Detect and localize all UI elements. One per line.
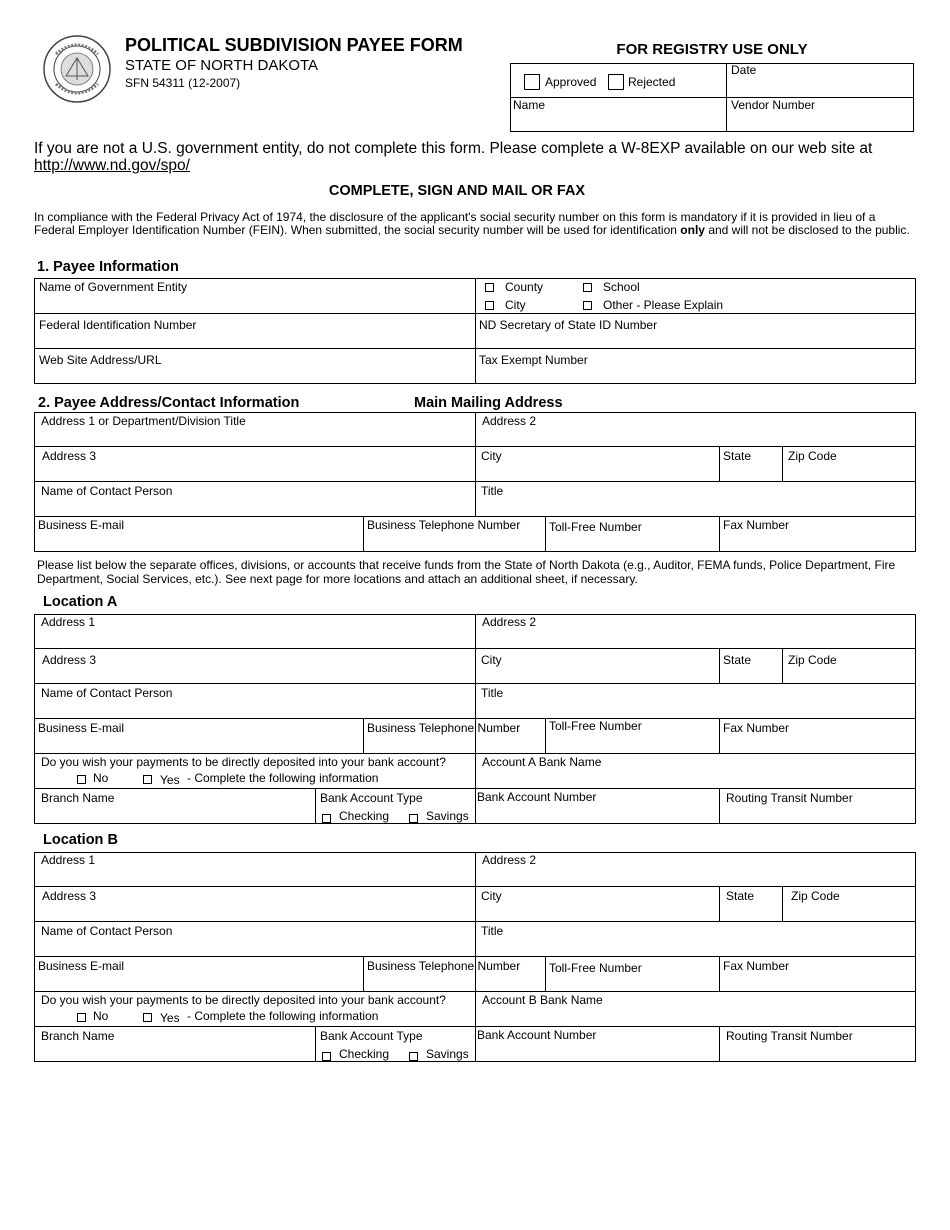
section2-divider-v-fax xyxy=(719,516,720,552)
location-a-savings-label: Savings xyxy=(426,809,469,823)
main-email-field[interactable]: Business E-mail xyxy=(38,518,125,532)
privacy-notice xyxy=(34,211,916,237)
location-a-heading: Location A xyxy=(43,594,118,610)
location-a-address2-field[interactable]: Address 2 xyxy=(482,615,537,629)
location-b-heading: Location B xyxy=(43,832,118,848)
locations-note: Please list below the separate offices, divisions, or accounts that receive funds from the State of North Dakota (e.g., Auditor, FEMA funds, Police Department, Fire Department, Social Services, etc.). See next page for more locations and attach an additional sheet, if necessary. xyxy=(37,558,896,586)
location-b-yes-label: Yes xyxy=(160,1011,180,1025)
location-a-phone-field[interactable]: Business Telephone Number xyxy=(367,721,521,735)
location-a-savings-checkbox[interactable] xyxy=(409,810,418,828)
north-dakota-great-seal-icon xyxy=(42,34,112,104)
location-b-deposit-question: Do you wish your payments to be directly deposited into your bank account? xyxy=(41,993,446,1007)
location-a-address1-field[interactable]: Address 1 xyxy=(41,615,96,629)
location-a-yes-note: - Complete the following information xyxy=(187,771,379,785)
main-fax-field[interactable]: Fax Number xyxy=(723,518,790,532)
location-a-routing-field[interactable]: Routing Transit Number xyxy=(726,791,853,805)
location-b-state-field[interactable]: State xyxy=(726,889,755,903)
main-address3-field[interactable]: Address 3 xyxy=(42,449,97,463)
location-b-divider-v-routing xyxy=(719,1026,720,1062)
main-city-field[interactable]: City xyxy=(481,449,502,463)
location-b-savings-label: Savings xyxy=(426,1047,469,1061)
intro-text: If you are not a U.S. government entity, do not complete this form. Please complete a W-8EXP available on our web site at xyxy=(34,140,873,157)
location-a-divider-v-routing xyxy=(719,788,720,824)
section2-divider-v-tollfree xyxy=(545,516,546,552)
location-b-no-checkbox[interactable] xyxy=(77,1009,86,1027)
registry-name-label: Name xyxy=(513,98,546,112)
school-label: School xyxy=(603,280,640,294)
tax-exempt-field[interactable]: Tax Exempt Number xyxy=(479,353,588,367)
form-number: SFN 54311 (12-2007) xyxy=(125,76,241,90)
section1-divider-v xyxy=(475,278,476,384)
location-a-divider-v-tollfree xyxy=(545,718,546,753)
registry-divider-h xyxy=(510,97,914,98)
location-a-yes-label: Yes xyxy=(160,773,180,787)
sos-id-field[interactable]: ND Secretary of State ID Number xyxy=(479,318,658,332)
location-a-checking-checkbox[interactable] xyxy=(322,810,331,828)
section1-divider-h1 xyxy=(34,313,916,314)
location-a-bank-name-field[interactable]: Account A Bank Name xyxy=(482,755,602,769)
main-zip-field[interactable]: Zip Code xyxy=(788,449,837,463)
location-b-routing-field[interactable]: Routing Transit Number xyxy=(726,1029,853,1043)
location-a-state-field[interactable]: State xyxy=(723,653,752,667)
section2-divider-h3 xyxy=(34,516,916,517)
location-a-divider-v-accounttype xyxy=(315,788,316,824)
location-b-account-type-label: Bank Account Type xyxy=(320,1029,423,1043)
location-b-divider-v-main xyxy=(475,852,476,1062)
city-checkbox[interactable] xyxy=(485,297,494,315)
location-b-address3-field[interactable]: Address 3 xyxy=(42,889,97,903)
main-state-field[interactable]: State xyxy=(723,449,752,463)
location-b-divider-v-tollfree xyxy=(545,956,546,991)
location-a-yes-checkbox[interactable] xyxy=(143,771,152,789)
location-b-title-field[interactable]: Title xyxy=(481,924,504,938)
location-a-tollfree-field[interactable]: Toll-Free Number xyxy=(549,719,642,733)
main-tollfree-field[interactable]: Toll-Free Number xyxy=(549,520,642,534)
location-b-contact-field[interactable]: Name of Contact Person xyxy=(41,924,173,938)
approved-label: Approved xyxy=(545,75,597,89)
main-phone-field[interactable]: Business Telephone Number xyxy=(367,518,521,532)
location-a-divider-v-phone xyxy=(363,718,364,753)
form-subtitle: STATE OF NORTH DAKOTA xyxy=(125,57,319,74)
rejected-checkbox[interactable] xyxy=(608,73,624,91)
location-a-divider-v-zip xyxy=(782,648,783,683)
registry-vendor-number-label: Vendor Number xyxy=(731,98,816,112)
section2-divider-v-phone xyxy=(363,516,364,552)
location-a-checking-label: Checking xyxy=(339,809,390,823)
privacy-text-end: and will not be disclosed to the public. xyxy=(708,223,910,237)
location-a-city-field[interactable]: City xyxy=(481,653,502,667)
main-contact-field[interactable]: Name of Contact Person xyxy=(41,484,173,498)
other-label: Other - Please Explain xyxy=(603,298,724,312)
location-a-zip-field[interactable]: Zip Code xyxy=(788,653,837,667)
location-a-divider-v-state xyxy=(719,648,720,683)
registry-title: FOR REGISTRY USE ONLY xyxy=(616,41,808,58)
location-b-phone-field[interactable]: Business Telephone Number xyxy=(367,959,521,973)
location-b-bank-name-field[interactable]: Account B Bank Name xyxy=(482,993,603,1007)
location-b-divider-v-phone xyxy=(363,956,364,991)
main-address1-field[interactable]: Address 1 or Department/Division Title xyxy=(41,414,246,428)
main-address2-field[interactable]: Address 2 xyxy=(482,414,537,428)
website-field[interactable]: Web Site Address/URL xyxy=(39,353,162,367)
location-a-account-type-label: Bank Account Type xyxy=(320,791,423,805)
location-b-checking-checkbox[interactable] xyxy=(322,1048,331,1066)
location-b-divider-v-accounttype xyxy=(315,1026,316,1062)
location-a-deposit-question: Do you wish your payments to be directly deposited into your bank account? xyxy=(41,755,446,769)
location-b-address2-field[interactable]: Address 2 xyxy=(482,853,537,867)
county-checkbox[interactable] xyxy=(485,279,494,297)
section2-divider-v-zip xyxy=(782,446,783,481)
privacy-text: In compliance with the Federal Privacy Act of 1974, the disclosure of the applicant's social security number on this form is mandatory if it is provided in lieu of a Federal Employer Identification Number (FEIN). When submitted, the social security number will be used for identification xyxy=(34,210,876,237)
section1-heading: 1. Payee Information xyxy=(37,259,179,275)
location-a-divider-v-main xyxy=(475,614,476,824)
location-a-no-label: No xyxy=(93,771,109,785)
location-b-fax-field[interactable]: Fax Number xyxy=(723,959,790,973)
spo-website-link[interactable]: http://www.nd.gov/spo/ xyxy=(34,157,190,174)
section2-divider-v-main xyxy=(475,412,476,516)
section2-heading: 2. Payee Address/Contact Information xyxy=(38,395,300,411)
privacy-emphasis: only xyxy=(680,223,705,237)
other-checkbox[interactable] xyxy=(583,297,592,315)
location-b-yes-note: - Complete the following information xyxy=(187,1009,379,1023)
location-b-account-number-field[interactable]: Bank Account Number xyxy=(477,1028,597,1042)
school-checkbox[interactable] xyxy=(583,279,592,297)
mail-instruction: COMPLETE, SIGN AND MAIL OR FAX xyxy=(328,183,586,199)
location-b-savings-checkbox[interactable] xyxy=(409,1048,418,1066)
location-b-no-label: No xyxy=(93,1009,109,1023)
city-label: City xyxy=(505,298,526,312)
section2-divider-v-state xyxy=(719,446,720,481)
location-a-address3-field[interactable]: Address 3 xyxy=(42,653,97,667)
location-a-no-checkbox[interactable] xyxy=(77,771,86,789)
intro-paragraph xyxy=(34,140,924,174)
location-b-address1-field[interactable]: Address 1 xyxy=(41,853,96,867)
section1-divider-h2 xyxy=(34,348,916,349)
location-b-divider-v-fax xyxy=(719,956,720,991)
main-title-field[interactable]: Title xyxy=(481,484,504,498)
form-title: POLITICAL SUBDIVISION PAYEE FORM xyxy=(125,35,463,55)
location-b-branch-field[interactable]: Branch Name xyxy=(41,1029,115,1043)
location-a-title-field[interactable]: Title xyxy=(481,686,504,700)
location-b-yes-checkbox[interactable] xyxy=(143,1009,152,1027)
location-b-tollfree-field[interactable]: Toll-Free Number xyxy=(549,961,642,975)
entity-name-field[interactable]: Name of Government Entity xyxy=(39,280,188,294)
county-label: County xyxy=(505,280,544,294)
location-b-zip-field[interactable]: Zip Code xyxy=(791,889,840,903)
location-a-email-field[interactable]: Business E-mail xyxy=(38,721,125,735)
fein-field[interactable]: Federal Identification Number xyxy=(39,318,197,332)
registry-date-label: Date xyxy=(731,63,757,77)
location-b-city-field[interactable]: City xyxy=(481,889,502,903)
location-a-branch-field[interactable]: Branch Name xyxy=(41,791,115,805)
location-a-divider-v-fax xyxy=(719,718,720,753)
location-a-fax-field[interactable]: Fax Number xyxy=(723,721,790,735)
location-b-checking-label: Checking xyxy=(339,1047,390,1061)
rejected-label: Rejected xyxy=(628,75,676,89)
location-a-account-number-field[interactable]: Bank Account Number xyxy=(477,790,597,804)
location-b-divider-v-zip xyxy=(782,886,783,921)
main-mailing-address-heading: Main Mailing Address xyxy=(414,395,563,411)
approved-checkbox[interactable] xyxy=(524,73,540,91)
location-b-email-field[interactable]: Business E-mail xyxy=(38,959,125,973)
location-b-divider-v-state xyxy=(719,886,720,921)
location-a-contact-field[interactable]: Name of Contact Person xyxy=(41,686,173,700)
registry-divider-v xyxy=(726,63,727,132)
